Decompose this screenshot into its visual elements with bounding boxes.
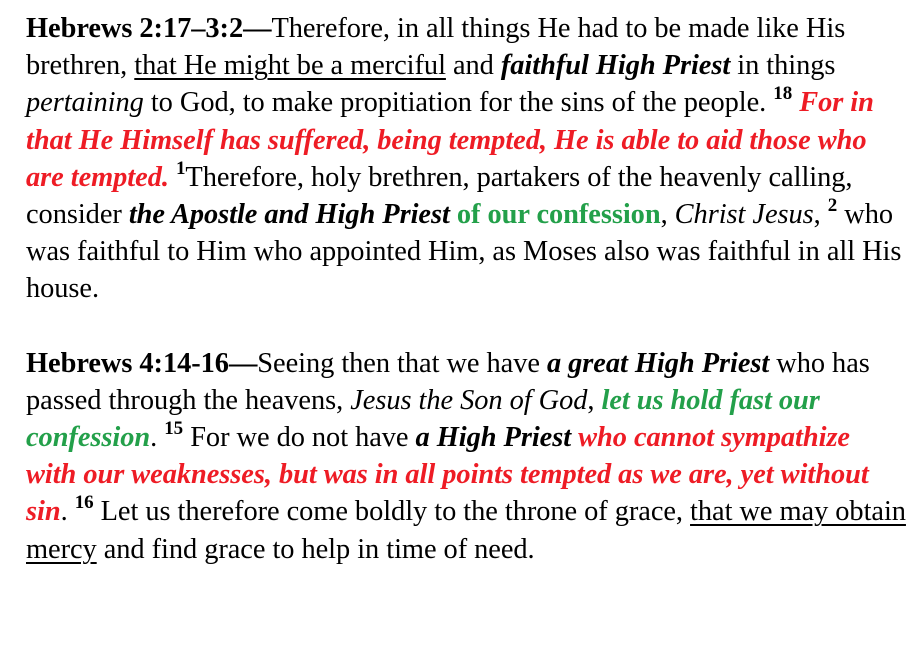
passage-text: . [150, 422, 165, 454]
red-emphasis-phrase: who cannot sympathize with our weaknesses, but was in all points tempted as we are, yet without sin [26, 422, 869, 528]
passage-text: , [587, 384, 602, 416]
red-emphasis-phrase: For in that He Himself has suffered, being tempted, He is able to aid those who are tempted. [26, 87, 874, 193]
passage-text: and [445, 50, 501, 82]
passage-text: Let us therefore come boldly to the throne of grace, [93, 496, 691, 528]
underlined-phrase: that He might be a merciful [134, 50, 446, 82]
italic-phrase: Jesus the Son of God [350, 384, 588, 416]
document-body [26, 10, 906, 568]
verse-number: 2 [827, 195, 838, 217]
reference-dash: — [243, 13, 272, 44]
passage-hebrews-4-14 [26, 345, 906, 568]
verse-number: 1 [175, 158, 186, 180]
verse-number: 15 [164, 418, 184, 440]
bold-italic-phrase: the Apostle and High Priest [128, 199, 450, 231]
reference-dash: — [228, 347, 258, 379]
passage-reference: Hebrews 2:17–3:2 [26, 13, 244, 44]
verse-number: 18 [773, 83, 793, 105]
passage-text: to God, to make propitiation for the sins of the people. [143, 87, 774, 119]
passage-reference: Hebrews 4:14-16 [26, 347, 229, 379]
passage-text: Therefore, in all things He had to be made like His brethren, [26, 13, 846, 82]
italic-word: pertaining [26, 87, 144, 119]
passage-text: and find grace to help in time of need. [96, 533, 535, 565]
bold-italic-phrase: faithful High Priest [500, 50, 731, 82]
italic-phrase: Christ Jesus [674, 199, 814, 231]
passage-text [450, 199, 457, 230]
passage-text: in things [730, 50, 836, 82]
passage-text: Therefore, holy brethren, partakers of the heavenly calling, consider [26, 161, 853, 231]
passage-text: , [813, 199, 828, 231]
bold-italic-phrase: a great High Priest [546, 347, 770, 379]
passage-hebrews-2-17 [26, 10, 906, 308]
passage-text: . [60, 496, 75, 528]
passage-text: who was faithful to Him who appointed Him, as Moses also was faithful in all His house. [26, 199, 902, 305]
underlined-phrase: that we may obtain mercy [26, 496, 906, 565]
passage-text: Seeing then that we have [257, 347, 547, 379]
passage-text: For we do not have [183, 422, 416, 454]
green-emphasis-phrase: of our confession [456, 199, 661, 231]
passage-text: , [660, 199, 675, 231]
passage-text [169, 162, 176, 193]
bold-italic-phrase: a High Priest [415, 422, 572, 454]
verse-number: 16 [74, 492, 94, 514]
passage-text: who has passed through the heavens, [26, 347, 870, 416]
green-emphasis-phrase: let us hold fast our confession [26, 384, 820, 454]
